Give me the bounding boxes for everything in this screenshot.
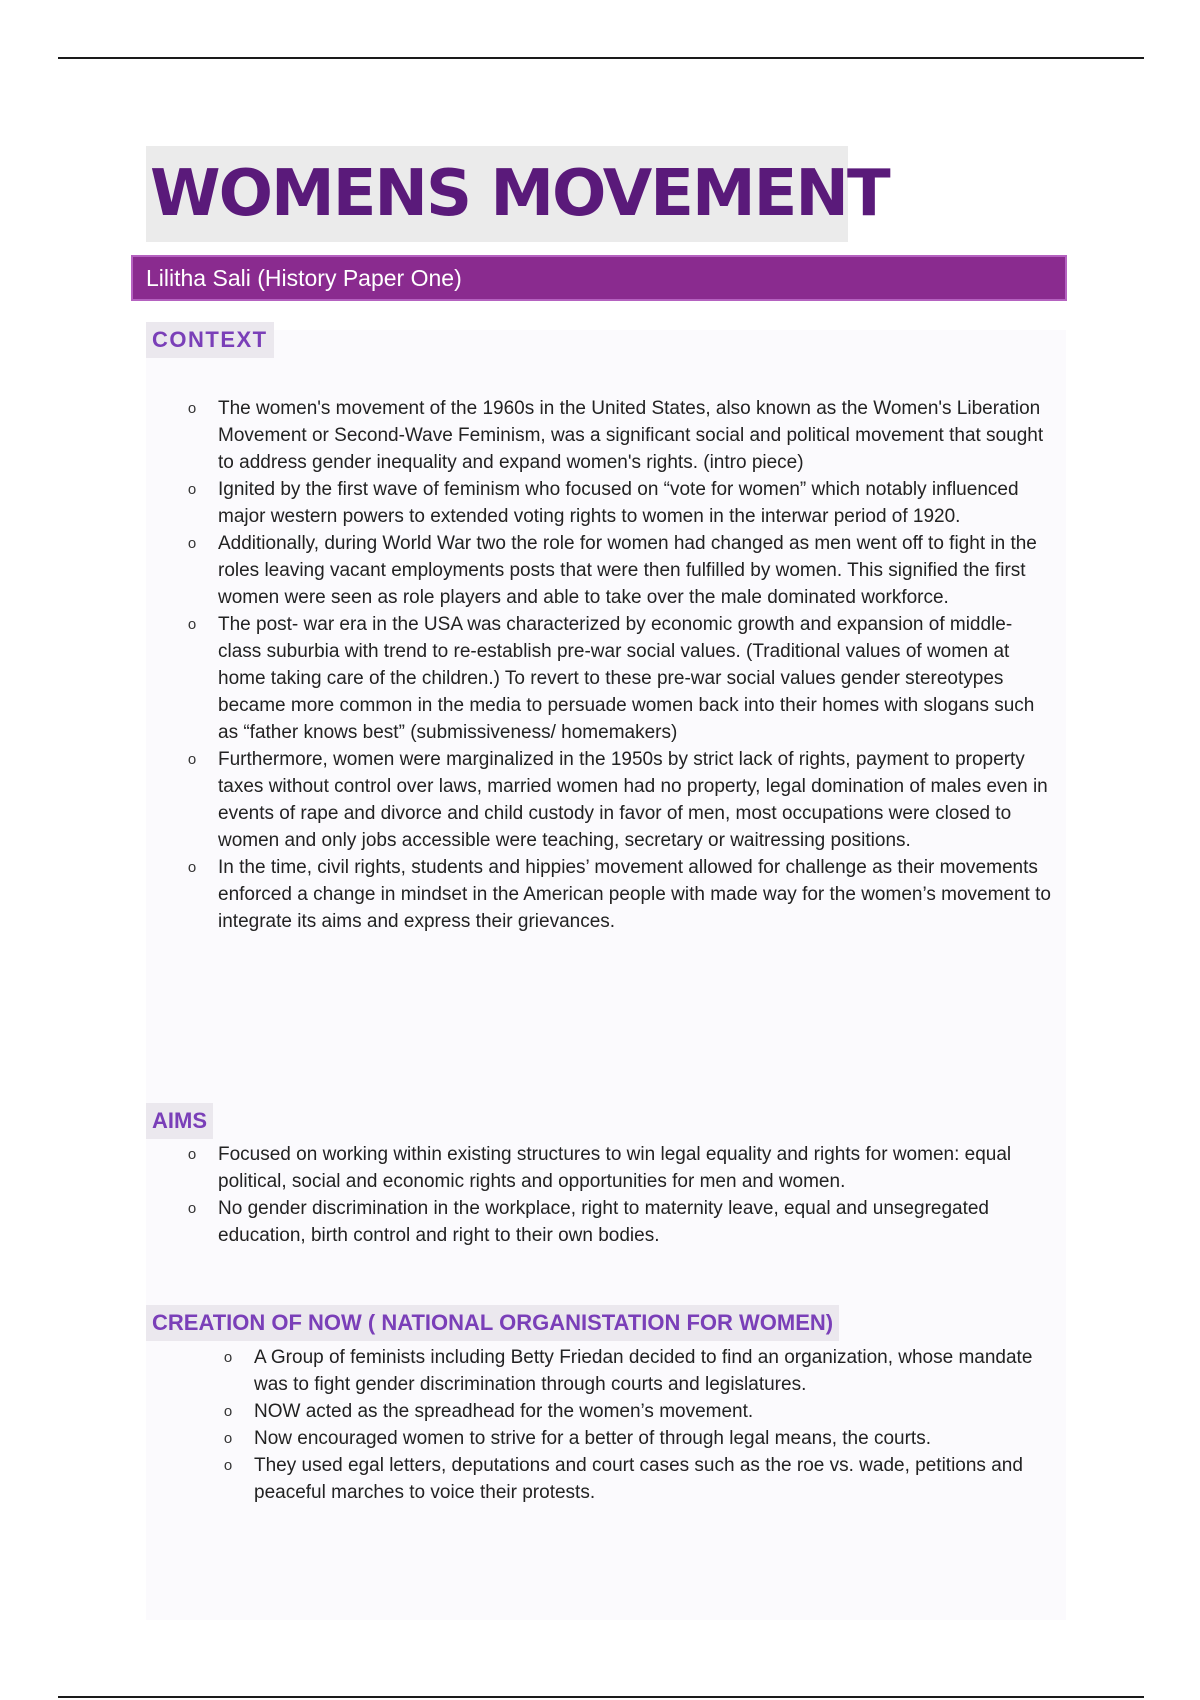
list-item-text: NOW acted as the spreadhead for the women’s movement. xyxy=(254,1401,754,1422)
now-list xyxy=(218,1344,1052,1506)
bullet-icon: o xyxy=(187,859,197,876)
list-item xyxy=(182,854,1052,935)
bullet-icon: o xyxy=(187,1200,197,1217)
section-heading-context: CONTEXT xyxy=(146,322,274,358)
list-item-text: A Group of feminists including Betty Friedan decided to find an organization, whose mandate was to fight gender discrimination through courts and legislatures. xyxy=(254,1347,1033,1395)
list-item xyxy=(218,1452,1052,1506)
aims-list xyxy=(182,1141,1052,1249)
list-item-text: Focused on working within existing structures to win legal equality and rights for women: equal political, social and economic rights and opportunities for men and women. xyxy=(218,1144,1012,1192)
top-rule xyxy=(58,57,1144,59)
list-item xyxy=(218,1425,1052,1452)
list-item xyxy=(182,1195,1052,1249)
context-list xyxy=(182,395,1052,935)
document-subtitle: Lilitha Sali (History Paper One) xyxy=(146,265,462,291)
list-item-text: The women's movement of the 1960s in the United States, also known as the Women's Liberation Movement or Second-Wave Feminism, was a significant social and political movement that sought to address gender inequality and expand women's rights. (intro piece) xyxy=(218,398,1044,473)
bottom-rule xyxy=(58,1696,1144,1698)
list-item xyxy=(182,530,1052,611)
bullet-icon: o xyxy=(223,1349,233,1366)
list-item xyxy=(182,611,1052,746)
list-item-text: Furthermore, women were marginalized in the 1950s by strict lack of rights, payment to property taxes without control over laws, married women had no property, legal domination of males even in events of rape and divorce and child custody in favor of men, most occupations were closed to women and only jobs accessible were teaching, secretary or waitressing positions. xyxy=(218,749,1048,851)
list-item-text: Additionally, during World War two the role for women had changed as men went off to fight in the roles leaving vacant employments posts that were then fulfilled by women. This signified the first women were seen as role players and able to take over the male dominated workforce. xyxy=(218,533,1037,608)
list-item xyxy=(218,1344,1052,1398)
list-item-text: The post- war era in the USA was characterized by economic growth and expansion of middle-class suburbia with trend to re-establish pre-war social values. (Traditional values of women at home taking care of the children.) To revert to these pre-war social values gender stereotypes became more common in the media to persuade women back into their homes with slogans such as “father knows best” (submissiveness/ homemakers) xyxy=(218,614,1035,743)
list-item xyxy=(182,395,1052,476)
list-item xyxy=(182,1141,1052,1195)
document-title: WOMENS MOVEMENT xyxy=(150,157,889,231)
bullet-icon: o xyxy=(187,1146,197,1163)
list-item-text: They used egal letters, deputations and court cases such as the roe vs. wade, petitions and peaceful marches to voice their protests. xyxy=(254,1455,1023,1503)
bullet-icon: o xyxy=(187,400,197,417)
list-item-text: Ignited by the first wave of feminism who focused on “vote for women” which notably influenced major western powers to extended voting rights to women in the interwar period of 1920. xyxy=(218,479,1019,527)
bullet-icon: o xyxy=(187,481,197,498)
section-heading-now: CREATION OF NOW ( NATIONAL ORGANISTATION FOR WOMEN) xyxy=(146,1305,839,1341)
bullet-icon: o xyxy=(187,751,197,768)
list-item xyxy=(182,746,1052,854)
list-item-text: Now encouraged women to strive for a better of through legal means, the courts. xyxy=(254,1428,931,1449)
bullet-icon: o xyxy=(223,1403,233,1420)
list-item xyxy=(182,476,1052,530)
list-item-text: In the time, civil rights, students and hippies’ movement allowed for challenge as their movements enforced a change in mindset in the American people with made way for the women’s movement to integrate its aims and express their grievances. xyxy=(218,857,1051,932)
bullet-icon: o xyxy=(187,616,197,633)
bullet-icon: o xyxy=(223,1457,233,1474)
bullet-icon: o xyxy=(187,535,197,552)
list-item-text: No gender discrimination in the workplace, right to maternity leave, equal and unsegregated education, birth control and right to their own bodies. xyxy=(218,1198,990,1246)
list-item xyxy=(218,1398,1052,1425)
bullet-icon: o xyxy=(223,1430,233,1447)
section-heading-aims: AIMS xyxy=(146,1103,213,1139)
